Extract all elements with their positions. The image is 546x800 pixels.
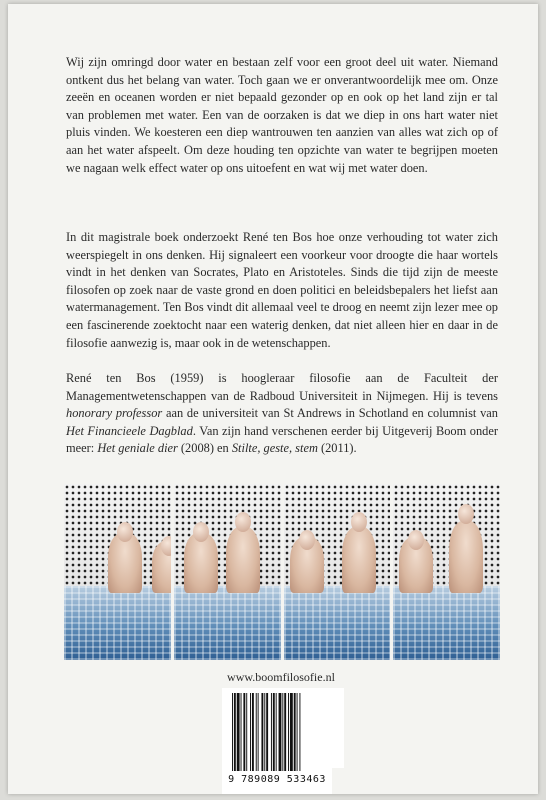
bather-head [299, 530, 315, 550]
barcode-bar [237, 693, 240, 771]
barcode-bar [232, 693, 233, 771]
bio-italic: Het Financieele Dagblad [66, 423, 193, 438]
barcode-bar [256, 693, 257, 771]
bio-text: aan de universiteit van St Andrews in Schotland en columnist van [162, 406, 499, 421]
barcode-bar [258, 693, 259, 771]
water-surface [284, 586, 391, 660]
water-surface [64, 586, 171, 660]
cover-artwork [64, 484, 500, 660]
barcode-bar [271, 693, 272, 771]
bio-text: (2008) en [177, 441, 232, 456]
barcode-bar [290, 693, 293, 771]
bio-text: (2011). [317, 441, 357, 456]
bio-italic: Het geniale dier [97, 441, 178, 456]
bather-head [351, 512, 367, 532]
artwork-panel [393, 484, 500, 660]
barcode-bar [261, 693, 263, 771]
barcode [230, 693, 324, 771]
barcode-bar [294, 693, 296, 771]
water-surface [393, 586, 500, 660]
barcode-bar [297, 693, 298, 771]
barcode-bar [276, 693, 277, 771]
back-cover [8, 4, 538, 794]
artwork-panel [174, 484, 281, 660]
bather-head [117, 522, 133, 542]
barcode-bar [266, 693, 268, 771]
bio-italic: Stilte, geste, stem [231, 441, 318, 456]
barcode-bar [243, 693, 245, 771]
barcode-label [222, 688, 332, 794]
barcode-bar [273, 693, 275, 771]
bather-figure [226, 527, 260, 593]
barcode-bar [279, 693, 282, 771]
blurb-paragraph-1: Wij zijn omringd door water en bestaan zelf voor een groot deel uit water. Niemand ontkent dus het belang van water. Toch gaan we er onverantwoordelijk mee om. Onze zeeën en oceanen worden er niet bepaald gezonder op en ook op het land zijn er tal van problemen met water. Een van de oorzaken is dat we diep in ons hart water niet pluis vinden. We koesteren een diep wantrouwen ten aanzien van alles wat zich op of aan het water afspeelt. Om deze houding ten opzichte van water te begrijpen moeten we nagaan welk effect water op ons uitoefent en wat wij met water doen. [66, 55, 498, 175]
bather-head [235, 512, 251, 532]
bather-figure [184, 533, 218, 593]
barcode-bar [282, 693, 283, 771]
barcode-bar [250, 693, 251, 771]
bio-italic: honorary professor [66, 406, 163, 421]
artwork-panel [284, 484, 391, 660]
isbn-number: 9 789089 533463 [228, 774, 326, 785]
barcode-bar [246, 693, 247, 771]
bather-figure [449, 521, 483, 593]
barcode-bar [241, 693, 242, 771]
barcode-bar [284, 693, 286, 771]
bather-figure [342, 527, 376, 593]
barcode-bar [234, 693, 236, 771]
bio-text: René ten Bos (1959) is hoogleraar filosofie aan de Faculteit der Managementwetenschappen van de Radboud Universiteit in Nijmegen. Hij is tevens [66, 371, 498, 403]
artwork-panel [64, 484, 171, 660]
barcode-bar [264, 693, 265, 771]
barcode-bar [299, 693, 300, 771]
bather-figure [108, 533, 142, 593]
author-bio [66, 370, 498, 458]
water-surface [174, 586, 281, 660]
publisher-website: www.boomfilosofie.nl [227, 670, 335, 684]
barcode-addon [332, 688, 344, 768]
blurb-paragraph-2: In dit magistrale boek onderzoekt René ten Bos hoe onze verhouding tot water zich weerspiegelt in ons denken. Hij signaleert een voorkeur voor droogte die haar wortels vindt in het denken van Socrates, Plato en Aristoteles. Sinds die tijd zijn de meeste filosofen op zoek naar de vaste grond en doen politici en beleidsbepalers het liefst aan watermanagement. Ten Bos vindt dit allemaal veel te droog en neemt zijn lezer mee op een fascinerende zoektocht naar een waterig denken, dat niet alleen hier en daar in de filosofie aanwezig is, maar ook in de wetenschappen. [66, 230, 498, 350]
bather-head [161, 536, 171, 556]
barcode-bar [252, 693, 254, 771]
barcode-bar [288, 693, 289, 771]
bather-head [193, 522, 209, 542]
bio-text: . Van zijn hand verschenen eerder bij Uitgeverij Boom onder meer: [66, 423, 498, 456]
